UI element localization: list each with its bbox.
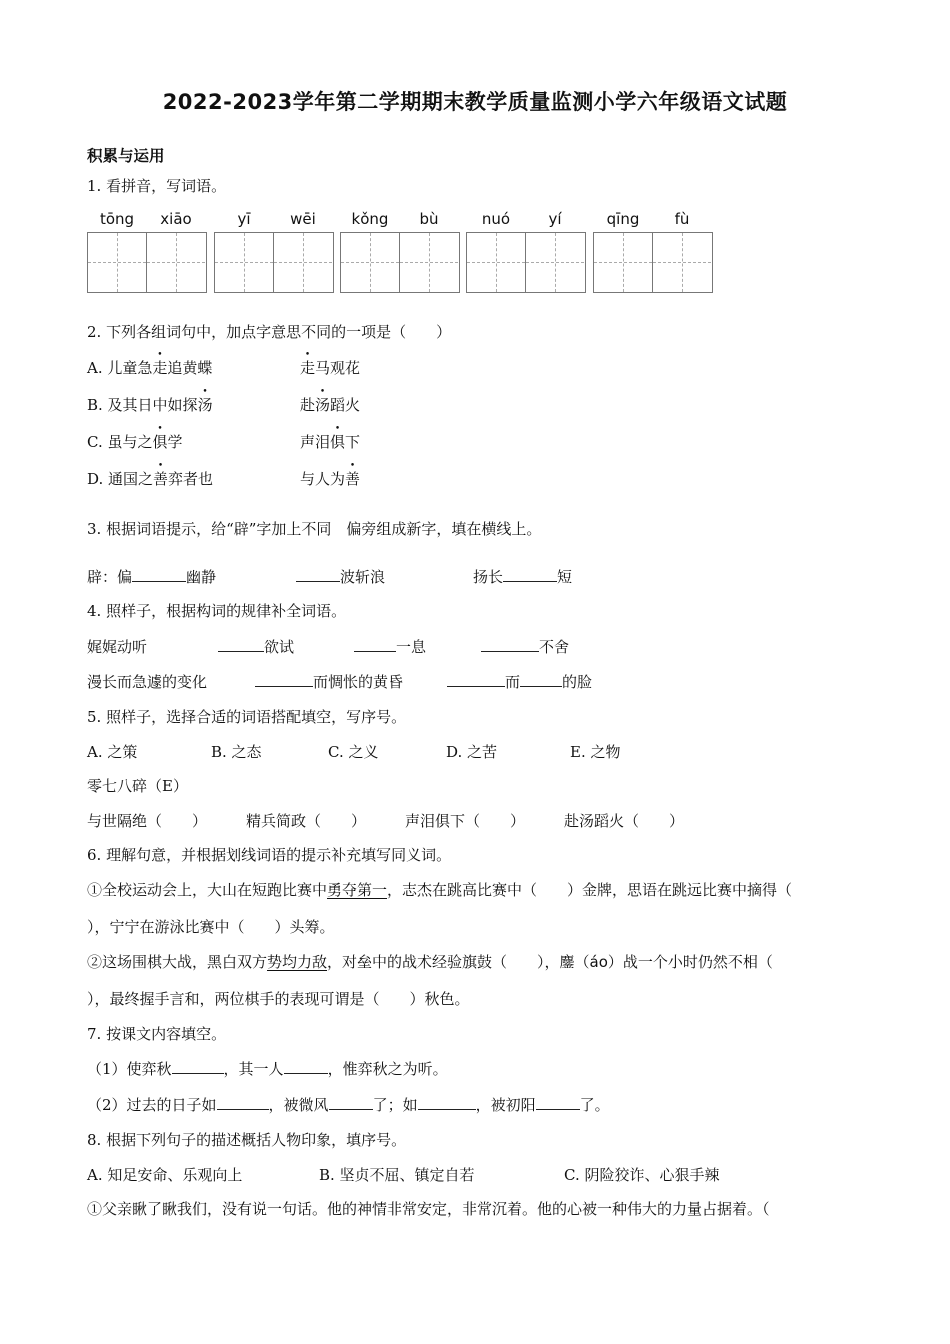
fill-text: 了。 <box>579 1096 610 1114</box>
dotted-char: 善 <box>153 470 169 488</box>
q4-word: 的脸 <box>562 673 593 691</box>
pinyin-label: wēi <box>290 210 316 228</box>
q2-option-a-compare <box>300 358 360 378</box>
q3-answer-line <box>87 567 216 587</box>
tianzige-box[interactable] <box>340 232 460 293</box>
q5-option: C. 之义 <box>328 743 379 761</box>
dotted-char: 善 <box>345 470 361 488</box>
fill-text: ，惟弈秋之为听。 <box>327 1060 448 1078</box>
option-text: 下 <box>345 433 361 451</box>
q2-option-b-compare <box>300 395 360 415</box>
option-text: 追黄蝶 <box>167 359 213 377</box>
option-text: 马观花 <box>315 359 361 377</box>
option-text: 蹈火 <box>330 396 361 414</box>
fill-text: （2）过去的日子如 <box>87 1096 217 1114</box>
q4-fill-5 <box>447 672 592 692</box>
option-text: 声泪 <box>300 433 331 451</box>
sentence-text: ②这场围棋大战，黑白双方 <box>87 953 268 971</box>
q5-item[interactable]: 声泪俱下（ ） <box>405 812 526 830</box>
q8-prompt: 8. 根据下列句子的描述概括人物印象，填序号。 <box>87 1131 407 1149</box>
q2-option-c-compare <box>300 432 360 452</box>
tianzige-box[interactable] <box>593 232 713 293</box>
sentence-text: ）战一个小时仍然不相（ <box>607 953 773 971</box>
q5-item[interactable]: 精兵简政（ ） <box>246 812 367 830</box>
q5-option: B. 之态 <box>211 743 262 761</box>
pinyin-label: fù <box>674 210 690 228</box>
q2-prompt: 2. 下列各组词句中，加点字意思不同的一项是（ ） <box>87 323 452 341</box>
q4-fill-3 <box>481 637 569 657</box>
pinyin-label: yí <box>548 210 562 228</box>
q5-item[interactable]: 与世隔绝（ ） <box>87 812 208 830</box>
underlined-word: 勇夺第一 <box>327 881 388 899</box>
pinyin-label: tōng <box>99 210 135 228</box>
q4-word: 一息 <box>396 638 427 656</box>
q6-sentence-1 <box>87 880 792 900</box>
tianzige-box[interactable] <box>214 232 334 293</box>
q6-sentence-1-cont: ），宁宁在游泳比赛中（ ）头筹。 <box>87 918 335 936</box>
pinyin-label: yī <box>237 210 251 228</box>
q3-answer-3 <box>473 567 572 587</box>
option-text: 弈者也 <box>168 470 214 488</box>
section-heading: 积累与运用 <box>87 147 165 165</box>
dotted-char: 汤 <box>315 396 331 414</box>
answer-blank[interactable] <box>255 672 313 687</box>
q2-option-c <box>87 432 183 452</box>
q6-sentence-2-cont: ），最终握手言和，两位棋手的表现可谓是（ ）秋色。 <box>87 990 470 1008</box>
pinyin-label: kǒng <box>351 210 389 228</box>
tianzige-box[interactable] <box>466 232 586 293</box>
q3-word: 扬长 <box>473 568 504 586</box>
q2-option-a <box>87 358 212 378</box>
option-text: A. 儿童急 <box>87 359 153 377</box>
option-text: 赴 <box>300 396 316 414</box>
answer-blank[interactable] <box>172 1059 224 1074</box>
q6-prompt: 6. 理解句意，并根据划线词语的提示补充填写同义词。 <box>87 846 452 864</box>
q4-word: 不舍 <box>539 638 570 656</box>
q8-option: A. 知足安命、乐观向上 <box>87 1166 243 1184</box>
q3-word: 波斩浪 <box>340 568 386 586</box>
q5-option: E. 之物 <box>570 743 621 761</box>
option-text: 与人为 <box>300 470 346 488</box>
q4-sample-2: 漫长而急遽的变化 <box>87 673 208 691</box>
q3-prompt: 3. 根据词语提示，给“辟”字加上不同 偏旁组成新字，填在横线上。 <box>87 520 542 538</box>
q8-option: B. 坚贞不屈、镇定自若 <box>319 1166 475 1184</box>
answer-blank[interactable] <box>329 1095 373 1110</box>
q3-answer-2 <box>296 567 385 587</box>
q5-sample: 零七八碎（E） <box>87 777 188 795</box>
dotted-char: 俱 <box>330 433 346 451</box>
answer-blank[interactable] <box>520 672 562 687</box>
fill-text: ，被微风 <box>268 1096 329 1114</box>
q7-line-1 <box>87 1059 448 1079</box>
q5-item[interactable]: 赴汤蹈火（ ） <box>564 812 685 830</box>
tianzige-box[interactable] <box>87 232 207 293</box>
answer-blank[interactable] <box>284 1059 328 1074</box>
pinyin-grid <box>87 210 737 300</box>
option-text: 学 <box>167 433 183 451</box>
fill-text: ，被初阳 <box>475 1096 536 1114</box>
dotted-char: 走 <box>300 359 316 377</box>
option-text: D. 通国之 <box>87 470 154 488</box>
q5-prompt: 5. 照样子，选择合适的词语搭配填空，写序号。 <box>87 708 407 726</box>
q2-option-d <box>87 469 213 489</box>
q5-option: A. 之策 <box>87 743 138 761</box>
q8-sentence-1: ①父亲瞅了瞅我们，没有说一句话。他的神情非常安定，非常沉着。他的心被一种伟大的力量占据着。（ <box>87 1200 770 1218</box>
fill-text: （1）使弈秋 <box>87 1060 172 1078</box>
q8-option: C. 阴险狡诈、心狠手辣 <box>564 1166 720 1184</box>
sentence-text: ，志杰在跳高比赛中（ ）金牌，思语在跳远比赛中摘得（ <box>387 881 793 899</box>
q7-prompt: 7. 按课文内容填空。 <box>87 1025 227 1043</box>
q4-prompt: 4. 照样子，根据构词的规律补全词语。 <box>87 602 347 620</box>
q3-label: 辟：偏 <box>87 568 133 586</box>
pinyin-annotation: áo <box>589 953 608 971</box>
q4-fill-2 <box>354 637 426 657</box>
answer-blank[interactable] <box>218 637 264 652</box>
answer-blank[interactable] <box>481 637 539 652</box>
answer-blank[interactable] <box>503 567 557 582</box>
sentence-text: ，对垒中的战术经验旗鼓（ ），鏖（ <box>327 953 590 971</box>
answer-blank[interactable] <box>447 672 505 687</box>
q4-word: 欲试 <box>264 638 295 656</box>
q4-sample-1: 娓娓动听 <box>87 638 148 656</box>
dotted-char: 汤 <box>197 396 213 414</box>
q2-option-b <box>87 395 213 415</box>
pinyin-label: bù <box>419 210 439 228</box>
option-text: C. 虽与之 <box>87 433 153 451</box>
q7-line-2 <box>87 1095 610 1115</box>
page-title: 2022-2023学年第二学期期末教学质量监测小学六年级语文试题 <box>162 90 788 114</box>
answer-blank[interactable] <box>354 637 396 652</box>
q3-word: 短 <box>557 568 573 586</box>
answer-blank[interactable] <box>418 1095 476 1110</box>
answer-blank[interactable] <box>296 567 340 582</box>
underlined-word: 势均力敌 <box>267 953 328 971</box>
q4-fill-1 <box>218 637 294 657</box>
pinyin-label: qīng <box>606 210 640 228</box>
answer-blank[interactable] <box>217 1095 269 1110</box>
fill-text: 了；如 <box>372 1096 418 1114</box>
answer-blank[interactable] <box>536 1095 580 1110</box>
dotted-char: 走 <box>152 359 168 377</box>
q6-sentence-2 <box>87 952 773 972</box>
pinyin-label: nuó <box>481 210 511 228</box>
q4-word: 而惆怅的黄昏 <box>313 673 404 691</box>
sentence-text: ①全校运动会上，大山在短跑比赛中 <box>87 881 328 899</box>
q4-word: 而 <box>505 673 521 691</box>
dotted-char: 俱 <box>152 433 168 451</box>
fill-text: ，其一人 <box>223 1060 284 1078</box>
option-text: B. 及其日中如探 <box>87 396 198 414</box>
q1-prompt: 1. 看拼音，写词语。 <box>87 177 227 195</box>
q2-option-d-compare <box>300 469 360 489</box>
pinyin-label: xiāo <box>160 210 192 228</box>
answer-blank[interactable] <box>132 567 186 582</box>
q3-word: 幽静 <box>186 568 217 586</box>
q4-fill-4 <box>255 672 403 692</box>
q5-option: D. 之苦 <box>446 743 498 761</box>
